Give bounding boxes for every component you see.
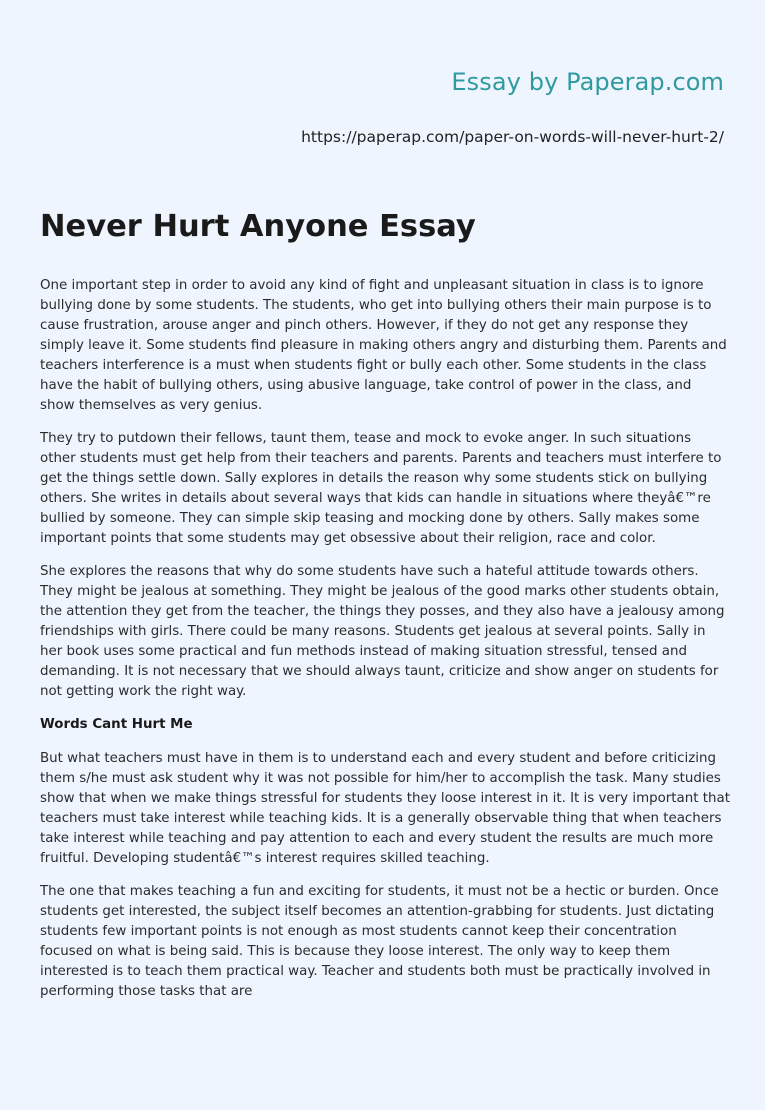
paragraph: She explores the reasons that why do some students have such a hateful attitude towards others. They might be jealous at something. They might be jealous of the good marks other students obtain, the attention they get from the teacher, the things they posses, and they also have a jealousy among friendships with girls. There could be many reasons. Students get jealous at several points. Sally in her book uses some practical and fun methods instead of making situation stressful, tensed and demanding. It is not necessary that we should always taunt, criticize and show anger on students for not getting work the right way. bbox=[40, 564, 725, 699]
essay-title: Never Hurt Anyone Essay bbox=[40, 209, 476, 244]
paragraph: One important step in order to avoid any kind of fight and unpleasant situation in class is to ignore bullying done by some students. The students, who get into bullying others their main purpose is to cause frustration, arouse anger and pinch others. However, if they do not get any response they simply leave it. Some students find pleasure in making others angry and disturbing them. Parents and teachers interference is a must when students fight or bully each other. Some students in the class have the habit of bullying others, using abusive language, take control of power in the class, and show themselves as very genius. bbox=[40, 278, 727, 413]
essay-body bbox=[40, 276, 730, 1015]
section-subheading: Words Cant Hurt Me bbox=[40, 717, 193, 732]
paragraph: The one that makes teaching a fun and exciting for students, it must not be a hectic or burden. Once students get interested, the subject itself becomes an attention-grabbing for students. Just dictating students few important points is not enough as most students cannot keep their concentration focused on what is being said. This is because they loose interest. The only way to keep them interested is to teach them practical way. Teacher and students both must be practically involved in performing those tasks that are bbox=[40, 884, 719, 999]
paragraph: They try to putdown their fellows, taunt them, tease and mock to evoke anger. In such situations other students must get help from their teachers and parents. Parents and teachers must interfere to get the things settle down. Sally explores in details the reason why some students stick on bullying others. She writes in details about several ways that kids can handle in situations where theyâ€™re bullied by someone. They can simple skip teasing and mocking done by others. Sally makes some important points that some students may get obsessive about their religion, race and color. bbox=[40, 431, 722, 546]
site-brand[interactable]: Essay by Paperap.com bbox=[451, 68, 724, 96]
page-url[interactable]: https://paperap.com/paper-on-words-will-never-hurt-2/ bbox=[301, 128, 724, 146]
paragraph: But what teachers must have in them is to understand each and every student and before criticizing them s/he must ask student why it was not possible for him/her to accomplish the task. Many studies show that when we make things stressful for students they loose interest in it. It is very important that teachers must take interest while teaching kids. It is a generally observable thing that when teachers take interest while teaching and pay attention to each and every student the results are much more fruitful. Developing studentâ€™s interest requires skilled teaching. bbox=[40, 751, 730, 866]
